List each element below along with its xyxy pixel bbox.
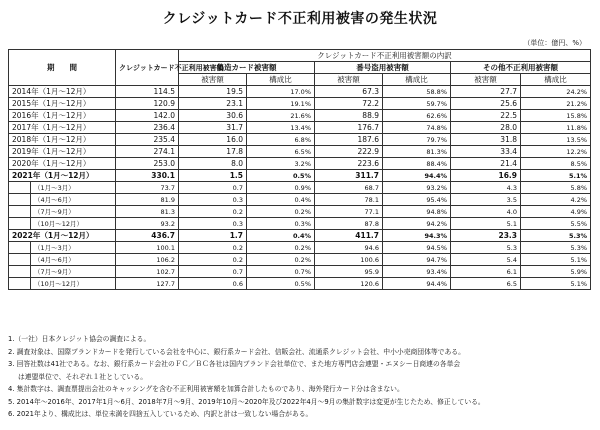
cell-o-pct: 4.9% [521, 206, 591, 218]
footnote: 4. 集計数字は、調査票提出会社のキャッシングを含む不正利用被害額を加算合計したものであり、海外発行カード分は含まない。 [8, 385, 404, 393]
cell-period: 2016年（1月～12月） [9, 110, 116, 122]
cell-total: 436.7 [116, 230, 179, 242]
cell-total: 114.5 [116, 86, 179, 98]
header-ratio: 構成比 [383, 74, 451, 86]
cell-indent [9, 254, 31, 266]
header-total: クレジットカード不正利用被害額 [116, 50, 179, 86]
cell-o-amt: 6.5 [451, 278, 521, 290]
table-row [9, 86, 591, 98]
cell-total: 120.9 [116, 98, 179, 110]
cell-n-pct: 94.3% [383, 230, 451, 242]
cell-indent [9, 242, 31, 254]
cell-c-amt: 19.5 [179, 86, 247, 98]
cell-n-pct: 94.4% [383, 278, 451, 290]
cell-o-pct: 5.8% [521, 182, 591, 194]
cell-c-amt: 0.7 [179, 266, 247, 278]
cell-c-amt: 23.1 [179, 98, 247, 110]
cell-o-pct: 15.8% [521, 110, 591, 122]
cell-total: 73.7 [116, 182, 179, 194]
cell-c-pct: 0.2% [247, 242, 315, 254]
cell-period: 2019年（1月～12月） [9, 146, 116, 158]
cell-period: （4月～6月） [31, 194, 116, 206]
cell-c-pct: 13.4% [247, 122, 315, 134]
cell-n-pct: 88.4% [383, 158, 451, 170]
cell-c-pct: 6.8% [247, 134, 315, 146]
cell-c-pct: 19.1% [247, 98, 315, 110]
cell-period: 2018年（1月～12月） [9, 134, 116, 146]
cell-o-amt: 6.1 [451, 266, 521, 278]
cell-o-pct: 5.3% [521, 230, 591, 242]
cell-n-amt: 88.9 [315, 110, 383, 122]
cell-o-pct: 5.1% [521, 170, 591, 182]
footnote: は連盟単位で、それぞれ１社としている。 [18, 372, 148, 381]
cell-n-amt: 67.3 [315, 86, 383, 98]
cell-n-amt: 120.6 [315, 278, 383, 290]
cell-n-pct: 94.2% [383, 218, 451, 230]
cell-c-amt: 30.6 [179, 110, 247, 122]
cell-n-amt: 411.7 [315, 230, 383, 242]
cell-o-amt: 5.3 [451, 242, 521, 254]
cell-c-amt: 0.2 [179, 242, 247, 254]
cell-n-amt: 68.7 [315, 182, 383, 194]
cell-total: 235.4 [116, 134, 179, 146]
cell-n-amt: 77.1 [315, 206, 383, 218]
header-amount: 被害額 [451, 74, 521, 86]
cell-n-amt: 87.8 [315, 218, 383, 230]
table-row [9, 254, 591, 266]
cell-n-amt: 311.7 [315, 170, 383, 182]
table-row [9, 146, 591, 158]
cell-n-pct: 74.8% [383, 122, 451, 134]
cell-c-pct: 3.2% [247, 158, 315, 170]
table-row [9, 242, 591, 254]
cell-n-pct: 93.4% [383, 266, 451, 278]
table-row [9, 98, 591, 110]
fraud-damage-table [8, 49, 591, 290]
header-number-theft: 番号盗用被害額 [315, 62, 451, 74]
footnote: 5. 2014年～2016年、2017年1月～6月、2018年7月～9月、2019年10月～2020年及び2022年4月～9月の集計数字は変更が生じたため、修正している。 [8, 397, 485, 406]
cell-c-pct: 0.2% [247, 206, 315, 218]
cell-c-pct: 0.7% [247, 266, 315, 278]
cell-c-pct: 0.4% [247, 230, 315, 242]
cell-o-amt: 5.4 [451, 254, 521, 266]
cell-n-amt: 176.7 [315, 122, 383, 134]
cell-o-amt: 16.9 [451, 170, 521, 182]
cell-total: 106.2 [116, 254, 179, 266]
footnote: 2. 調査対象は、国際ブランドカードを発行している会社を中心に、銀行系カード会社、信販会社、流通系クレジット会社、中小小売商団体等である。 [8, 347, 465, 356]
cell-c-amt: 8.0 [179, 158, 247, 170]
cell-o-amt: 28.0 [451, 122, 521, 134]
table-row [9, 230, 591, 242]
cell-o-amt: 4.3 [451, 182, 521, 194]
header-other: その他不正利用被害額 [451, 62, 591, 74]
cell-o-amt: 25.6 [451, 98, 521, 110]
cell-o-pct: 5.1% [521, 254, 591, 266]
cell-o-amt: 5.1 [451, 218, 521, 230]
header-amount: 被害額 [179, 74, 247, 86]
cell-n-pct: 94.5% [383, 242, 451, 254]
cell-total: 330.1 [116, 170, 179, 182]
cell-period: 2021年（1月～12月） [9, 170, 116, 182]
cell-c-pct: 17.0% [247, 86, 315, 98]
cell-c-pct: 0.5% [247, 278, 315, 290]
cell-o-pct: 4.2% [521, 194, 591, 206]
cell-o-pct: 12.2% [521, 146, 591, 158]
header-breakdown: クレジットカード不正利用被害額の内訳 [179, 50, 591, 62]
cell-c-pct: 0.2% [247, 254, 315, 266]
table-row [9, 170, 591, 182]
table-row [9, 182, 591, 194]
cell-period: （10月～12月） [31, 278, 116, 290]
header-period: 期 間 [9, 50, 116, 86]
table-row [9, 134, 591, 146]
cell-period: 2022年（1月～12月） [9, 230, 116, 242]
cell-total: 100.1 [116, 242, 179, 254]
cell-n-pct: 59.7% [383, 98, 451, 110]
cell-o-pct: 5.1% [521, 278, 591, 290]
footnote: 1.（一社）日本クレジット協会の調査による。 [8, 335, 151, 343]
cell-c-pct: 0.9% [247, 182, 315, 194]
header-ratio: 構成比 [521, 74, 591, 86]
table-row [9, 194, 591, 206]
cell-c-amt: 31.7 [179, 122, 247, 134]
cell-c-amt: 0.6 [179, 278, 247, 290]
cell-o-amt: 33.4 [451, 146, 521, 158]
cell-period: （10月～12月） [31, 218, 116, 230]
cell-c-amt: 0.3 [179, 194, 247, 206]
cell-o-amt: 22.5 [451, 110, 521, 122]
cell-c-amt: 17.8 [179, 146, 247, 158]
table-row [9, 278, 591, 290]
unit-label: （単位：億円、%） [523, 39, 586, 47]
table-row [9, 158, 591, 170]
cell-c-amt: 0.3 [179, 218, 247, 230]
cell-total: 102.7 [116, 266, 179, 278]
cell-n-amt: 223.6 [315, 158, 383, 170]
cell-n-pct: 93.2% [383, 182, 451, 194]
cell-o-amt: 21.4 [451, 158, 521, 170]
page-title: クレジットカード不正利用被害の発生状況 [162, 11, 438, 27]
header-row-1 [9, 50, 591, 62]
cell-period: （1月～3月） [31, 242, 116, 254]
cell-total: 142.0 [116, 110, 179, 122]
cell-total: 127.7 [116, 278, 179, 290]
cell-o-pct: 8.5% [521, 158, 591, 170]
cell-n-amt: 187.6 [315, 134, 383, 146]
cell-period: 2014年（1月～12月） [9, 86, 116, 98]
cell-c-amt: 1.7 [179, 230, 247, 242]
cell-c-pct: 6.5% [247, 146, 315, 158]
cell-period: （7月～9月） [31, 206, 116, 218]
cell-total: 236.4 [116, 122, 179, 134]
cell-period: 2017年（1月～12月） [9, 122, 116, 134]
cell-n-pct: 94.8% [383, 206, 451, 218]
cell-indent [9, 206, 31, 218]
cell-n-pct: 94.4% [383, 170, 451, 182]
table-body [9, 86, 591, 290]
cell-indent [9, 266, 31, 278]
cell-c-pct: 0.4% [247, 194, 315, 206]
footnotes [8, 333, 590, 421]
cell-period: （7月～9月） [31, 266, 116, 278]
cell-c-amt: 1.5 [179, 170, 247, 182]
table-row [9, 122, 591, 134]
cell-total: 93.2 [116, 218, 179, 230]
cell-o-pct: 24.2% [521, 86, 591, 98]
table-row [9, 110, 591, 122]
table-row [9, 266, 591, 278]
cell-n-amt: 100.6 [315, 254, 383, 266]
cell-o-pct: 5.9% [521, 266, 591, 278]
cell-indent [9, 182, 31, 194]
cell-n-amt: 222.9 [315, 146, 383, 158]
cell-n-pct: 58.8% [383, 86, 451, 98]
cell-indent [9, 218, 31, 230]
cell-c-pct: 0.3% [247, 218, 315, 230]
cell-c-amt: 0.2 [179, 254, 247, 266]
cell-period: （1月～3月） [31, 182, 116, 194]
header-counterfeit: 偽造カード被害額 [179, 62, 315, 74]
cell-o-pct: 5.3% [521, 242, 591, 254]
cell-o-pct: 11.8% [521, 122, 591, 134]
cell-c-pct: 21.6% [247, 110, 315, 122]
table-row [9, 218, 591, 230]
cell-period: （4月～6月） [31, 254, 116, 266]
cell-o-pct: 5.5% [521, 218, 591, 230]
cell-total: 253.0 [116, 158, 179, 170]
cell-o-amt: 4.0 [451, 206, 521, 218]
footnote: 6. 2021年より、構成比は、単位未満を四捨五入しているため、内訳と計は一致しない場合がある。 [8, 410, 313, 418]
cell-n-pct: 62.6% [383, 110, 451, 122]
cell-o-amt: 31.8 [451, 134, 521, 146]
table-row [9, 206, 591, 218]
cell-n-amt: 95.9 [315, 266, 383, 278]
cell-n-amt: 78.1 [315, 194, 383, 206]
cell-c-amt: 0.2 [179, 206, 247, 218]
cell-n-pct: 94.7% [383, 254, 451, 266]
footnote: 3. 回答社数は41社である。なお、銀行系カード会社のＦＣ／ＢＣ各社は国内ブランド会社単位で、また地方専門店会連盟・エヌシー日商連の各単会 [8, 360, 461, 368]
cell-o-amt: 3.5 [451, 194, 521, 206]
cell-total: 274.1 [116, 146, 179, 158]
cell-o-amt: 23.3 [451, 230, 521, 242]
cell-total: 81.9 [116, 194, 179, 206]
cell-indent [9, 194, 31, 206]
header-ratio: 構成比 [247, 74, 315, 86]
cell-period: 2015年（1月～12月） [9, 98, 116, 110]
cell-indent [9, 278, 31, 290]
cell-n-amt: 72.2 [315, 98, 383, 110]
cell-o-pct: 21.2% [521, 98, 591, 110]
cell-c-amt: 16.0 [179, 134, 247, 146]
cell-c-pct: 0.5% [247, 170, 315, 182]
cell-n-pct: 95.4% [383, 194, 451, 206]
cell-total: 81.3 [116, 206, 179, 218]
cell-o-amt: 27.7 [451, 86, 521, 98]
cell-period: 2020年（1月～12月） [9, 158, 116, 170]
cell-n-pct: 81.3% [383, 146, 451, 158]
cell-n-pct: 79.7% [383, 134, 451, 146]
header-amount: 被害額 [315, 74, 383, 86]
cell-c-amt: 0.7 [179, 182, 247, 194]
cell-o-pct: 13.5% [521, 134, 591, 146]
cell-n-amt: 94.6 [315, 242, 383, 254]
